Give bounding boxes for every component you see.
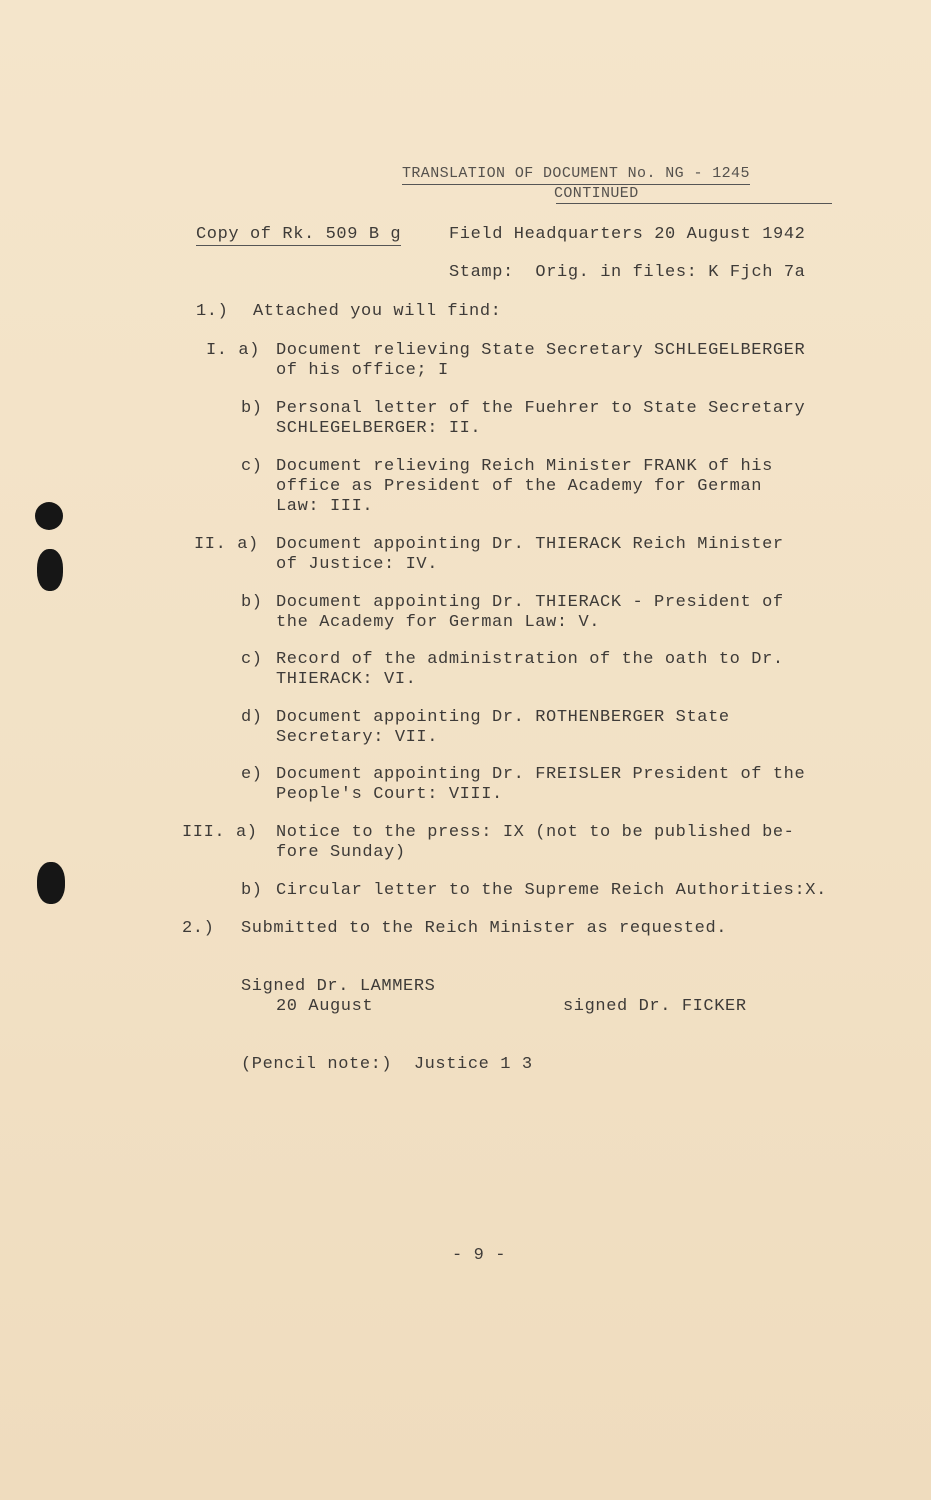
item-line: office as President of the Academy for German bbox=[276, 477, 763, 496]
item-line: Circular letter to the Supreme Reich Authorities:X. bbox=[276, 881, 827, 900]
item-line: SCHLEGELBERGER: II. bbox=[276, 419, 482, 438]
item-number: I. a) bbox=[206, 341, 261, 360]
signature-date: 20 August bbox=[276, 997, 374, 1016]
translation-header: TRANSLATION OF DOCUMENT No. NG - 1245 bbox=[402, 164, 750, 185]
item-line: of Justice: IV. bbox=[276, 555, 439, 574]
place-date: Field Headquarters 20 August 1942 bbox=[449, 225, 806, 244]
item-line: Law: III. bbox=[276, 497, 374, 516]
item-line: Record of the administration of the oath to Dr. bbox=[276, 650, 784, 669]
item-line: Document appointing Dr. THIERACK - President of bbox=[276, 593, 784, 612]
item-number: II. a) bbox=[194, 535, 259, 554]
item-line: THIERACK: VI. bbox=[276, 670, 417, 689]
punch-hole bbox=[35, 502, 63, 530]
stamp-line: Stamp: Orig. in files: K Fjch 7a bbox=[449, 263, 806, 282]
item-line: Document relieving State Secretary SCHLEGELBERGER bbox=[276, 341, 806, 360]
item-line: the Academy for German Law: V. bbox=[276, 613, 601, 632]
pencil-note: (Pencil note:) Justice 1 3 bbox=[241, 1055, 533, 1074]
item-line: Personal letter of the Fuehrer to State Secretary bbox=[276, 399, 806, 418]
item-line: Document appointing Dr. FREISLER President of the bbox=[276, 765, 806, 784]
item-1-number: 1.) bbox=[196, 302, 229, 321]
item-number: III. a) bbox=[182, 823, 258, 842]
signature-lammers: Signed Dr. LAMMERS bbox=[241, 977, 436, 996]
item-line: Document relieving Reich Minister FRANK of his bbox=[276, 457, 773, 476]
reference-number: Copy of Rk. 509 B g bbox=[196, 225, 402, 244]
item-number: c) bbox=[241, 650, 263, 669]
item-number: b) bbox=[241, 593, 263, 612]
signature-ficker: signed Dr. FICKER bbox=[563, 997, 747, 1016]
item-line: Notice to the press: IX (not to be published be- bbox=[276, 823, 795, 842]
item-line: Document appointing Dr. THIERACK Reich Minister bbox=[276, 535, 784, 554]
item-line: of his office; I bbox=[276, 361, 449, 380]
continued-label: CONTINUED bbox=[554, 185, 639, 202]
item-2-text: Submitted to the Reich Minister as requested. bbox=[241, 919, 728, 938]
punch-hole bbox=[37, 549, 63, 591]
item-2-number: 2.) bbox=[182, 919, 215, 938]
page-number: - 9 - bbox=[452, 1246, 507, 1265]
item-number: c) bbox=[241, 457, 263, 476]
item-line: Secretary: VII. bbox=[276, 728, 439, 747]
item-number: e) bbox=[241, 765, 263, 784]
item-line: Document appointing Dr. ROTHENBERGER State bbox=[276, 708, 730, 727]
item-line: People's Court: VIII. bbox=[276, 785, 503, 804]
item-number: d) bbox=[241, 708, 263, 727]
item-1-text: Attached you will find: bbox=[253, 302, 502, 321]
header-rule bbox=[556, 203, 832, 204]
item-number: b) bbox=[241, 881, 263, 900]
item-line: fore Sunday) bbox=[276, 843, 406, 862]
item-number: b) bbox=[241, 399, 263, 418]
punch-hole bbox=[37, 862, 65, 904]
